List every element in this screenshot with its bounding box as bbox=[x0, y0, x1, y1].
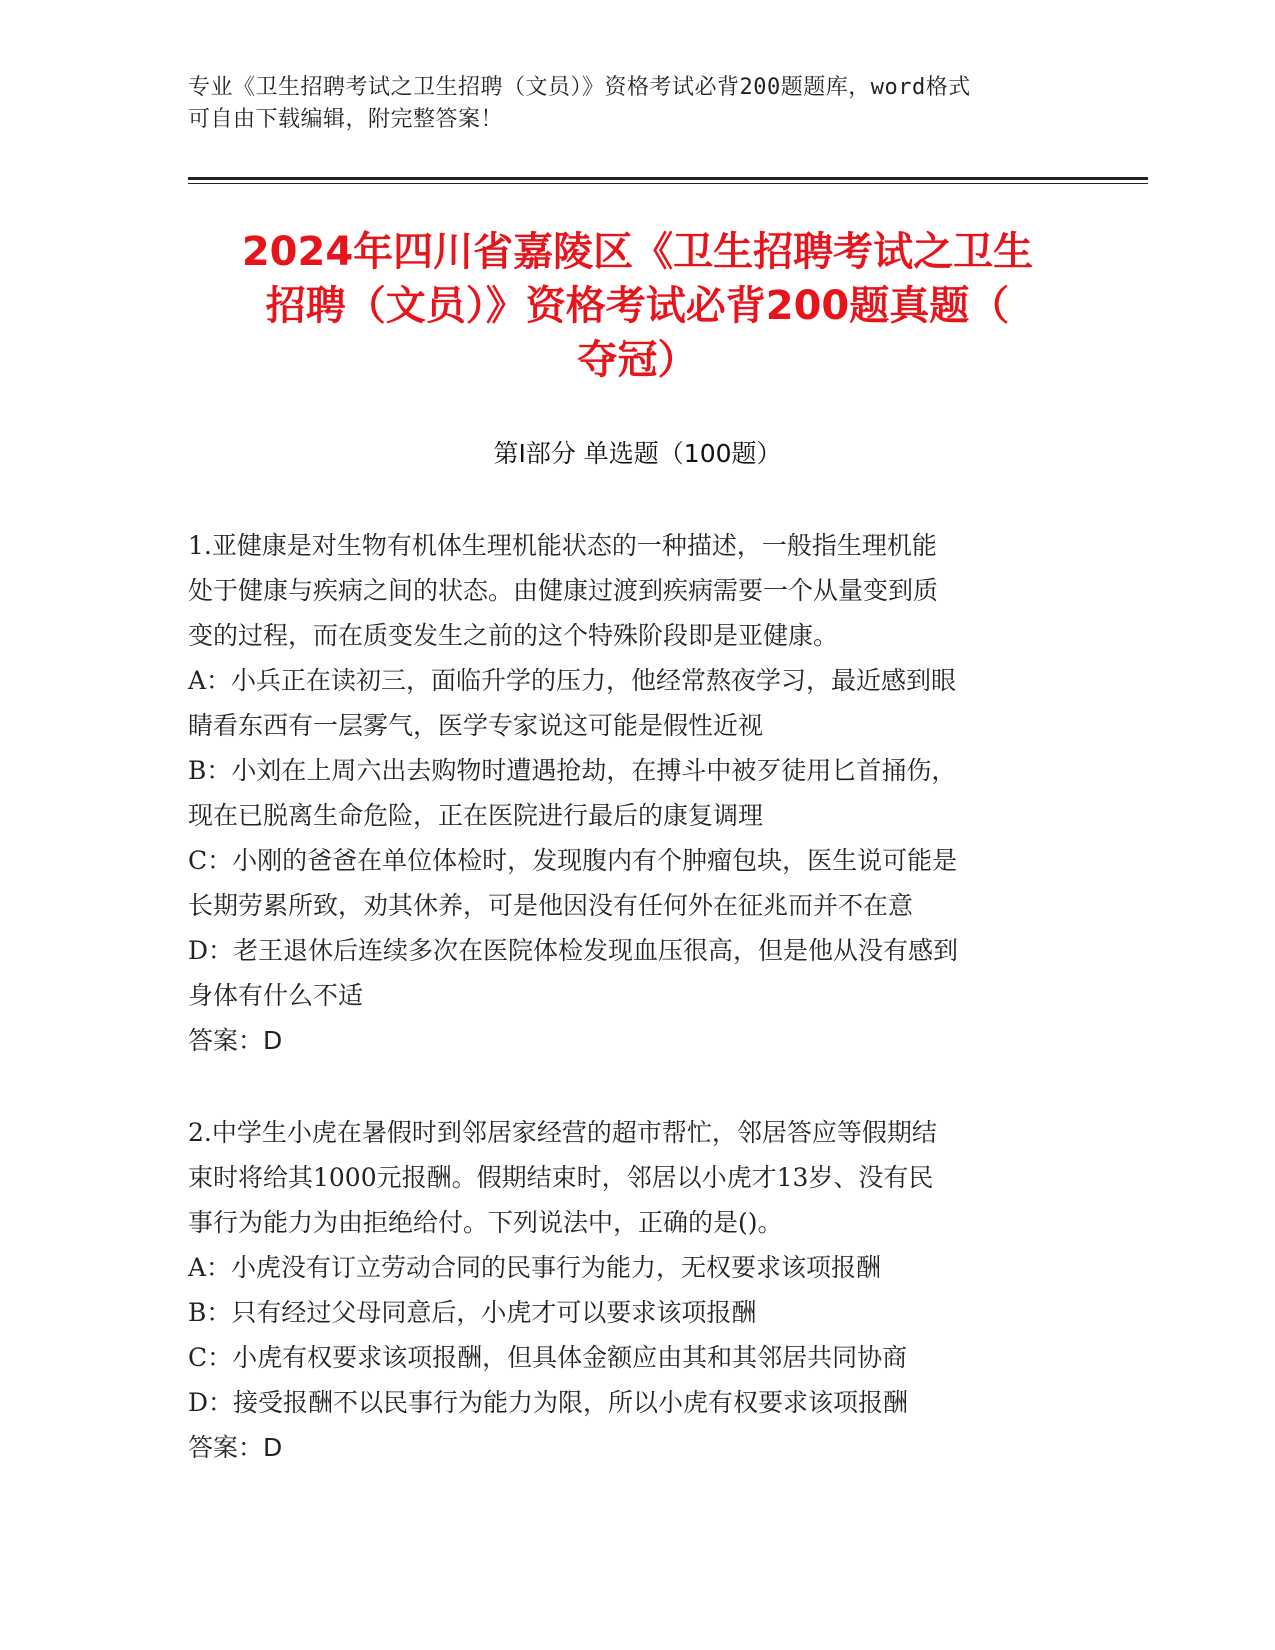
option-d-line: 身体有什么不适 bbox=[188, 981, 364, 1010]
option-b-line: B：小刘在上周六出去购物时遭遇抢劫，在搏斗中被歹徒用匕首捅伤， bbox=[188, 756, 957, 785]
question-block bbox=[188, 523, 1088, 1063]
header-note-line: 可自由下载编辑，附完整答案！ bbox=[188, 107, 504, 132]
question-stem-line: 处于健康与疾病之间的状态。由健康过渡到疾病需要一个从量变到质 bbox=[188, 576, 939, 605]
option-b-line: B：只有经过父母同意后，小虎才可以要求该项报酬 bbox=[188, 1298, 757, 1327]
question-block bbox=[188, 1110, 1088, 1470]
document-title bbox=[150, 225, 1125, 387]
option-c-line: C：小刚的爸爸在单位体检时，发现腹内有个肿瘤包块，医生说可能是 bbox=[188, 846, 958, 875]
title-line: 招聘（文员）》资格考试必背200题真题（ bbox=[265, 283, 1010, 329]
option-c-line: 长期劳累所致，劝其休养，可是他因没有任何外在征兆而并不在意 bbox=[188, 891, 914, 920]
option-c-line: C：小虎有权要求该项报酬，但具体金额应由其和其邻居共同协商 bbox=[188, 1343, 908, 1372]
header-divider-thick bbox=[188, 177, 1148, 180]
title-line: 夺冠） bbox=[577, 337, 698, 383]
question-stem-line: 事行为能力为由拒绝给付。下列说法中，正确的是()。 bbox=[188, 1208, 783, 1237]
option-d-line: D：老王退休后连续多次在医院体检发现血压很高，但是他从没有感到 bbox=[188, 936, 959, 965]
option-a-line: A：小虎没有订立劳动合同的民事行为能力，无权要求该项报酬 bbox=[188, 1253, 882, 1282]
question-stem-line: 2.中学生小虎在暑假时到邻居家经营的超市帮忙，邻居答应等假期结 bbox=[188, 1118, 937, 1147]
header-divider-thin bbox=[188, 183, 1148, 184]
header-note bbox=[188, 72, 1068, 136]
option-b-line: 现在已脱离生命危险，正在医院进行最后的康复调理 bbox=[188, 801, 764, 830]
header-note-line: 专业《卫生招聘考试之卫生招聘（文员）》资格考试必背200题题库，word格式 bbox=[188, 75, 971, 100]
question-stem-line: 变的过程，而在质变发生之前的这个特殊阶段即是亚健康。 bbox=[188, 621, 839, 650]
question-stem-line: 1.亚健康是对生物有机体生理机能状态的一种描述，一般指生理机能 bbox=[188, 531, 937, 560]
option-a-line: A：小兵正在读初三，面临升学的压力，他经常熬夜学习，最近感到眼 bbox=[188, 666, 957, 695]
answer-label: 答案：D bbox=[188, 1026, 283, 1055]
question-stem-line: 束时将给其1000元报酬。假期结束时，邻居以小虎才13岁、没有民 bbox=[188, 1163, 934, 1192]
option-d-line: D：接受报酬不以民事行为能力为限，所以小虎有权要求该项报酬 bbox=[188, 1388, 909, 1417]
title-line: 2024年四川省嘉陵区《卫生招聘考试之卫生 bbox=[241, 229, 1034, 275]
answer-label: 答案：D bbox=[188, 1433, 283, 1462]
section-title: 第Ⅰ部分 单选题（100题） bbox=[493, 439, 782, 468]
option-a-line: 睛看东西有一层雾气，医学专家说这可能是假性近视 bbox=[188, 711, 764, 740]
